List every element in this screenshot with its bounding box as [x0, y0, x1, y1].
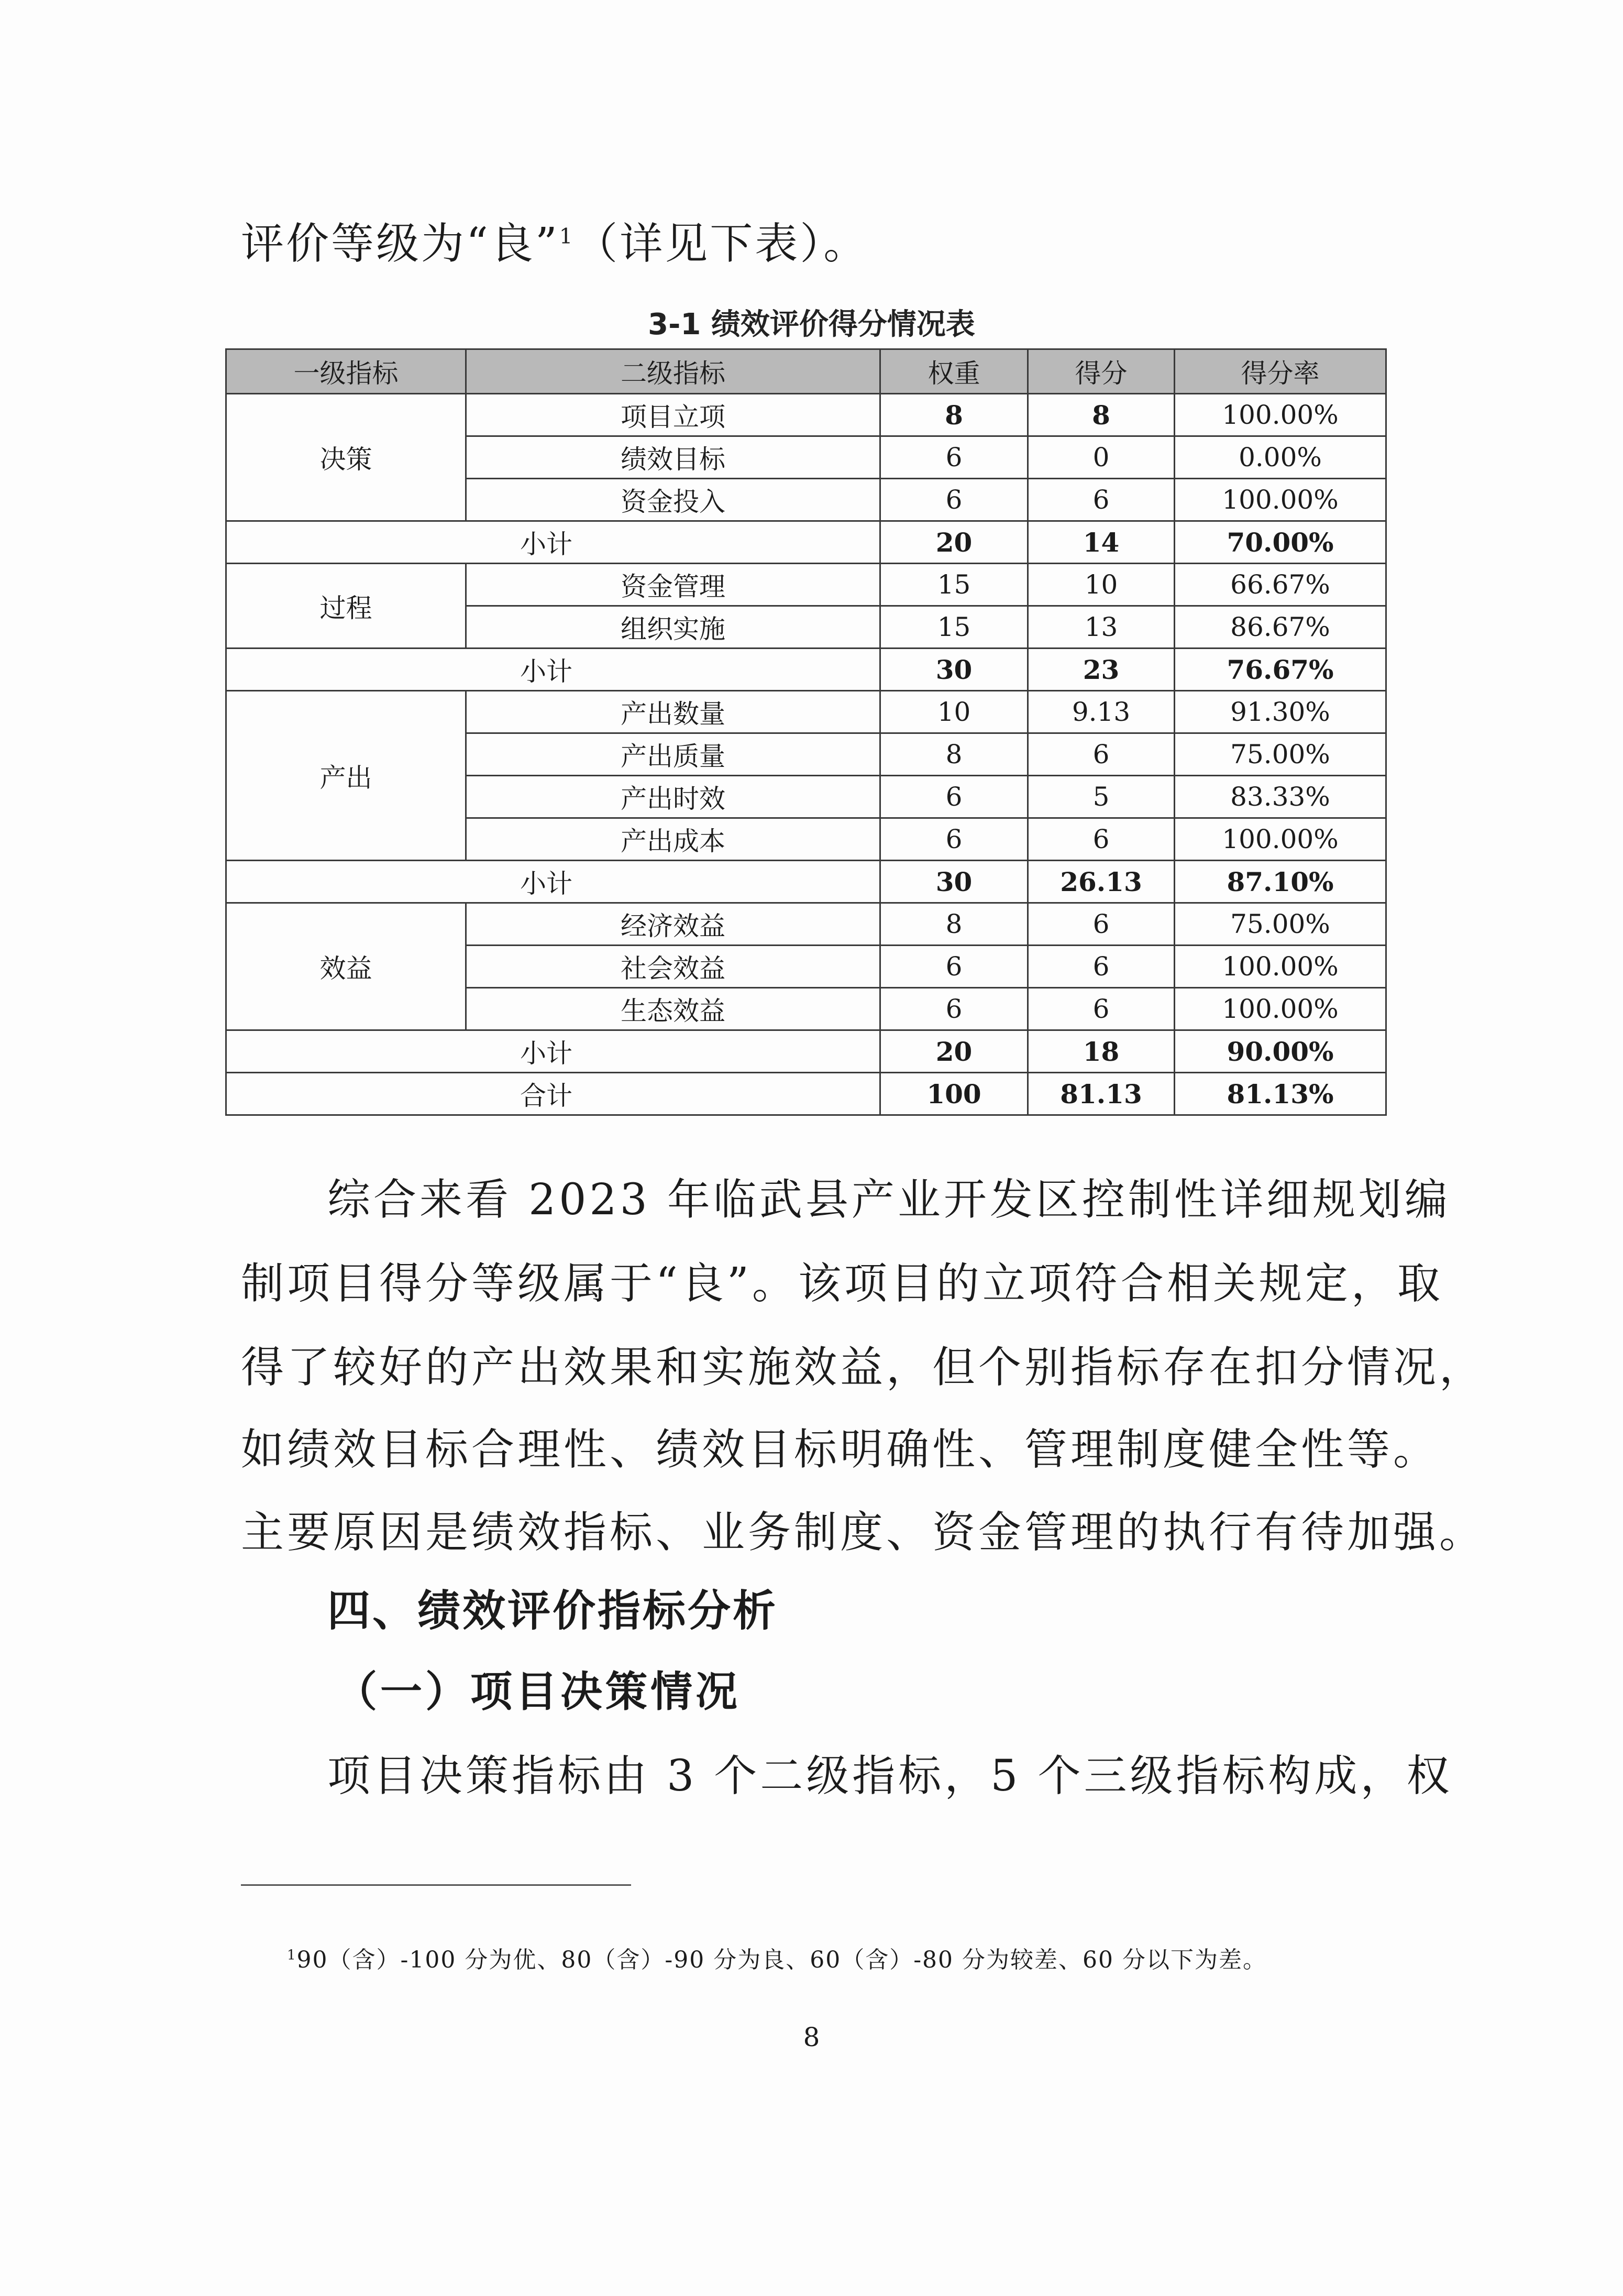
level1-cell: 效益 [226, 903, 466, 1030]
paragraph-line-1: 综合来看 2023 年临武县产业开发区控制性详细规划编 [327, 1175, 1451, 1225]
score-cell: 6 [1028, 988, 1175, 1030]
rate-cell: 0.00% [1175, 436, 1386, 479]
level2-cell: 资金管理 [466, 564, 880, 606]
weight-cell: 8 [880, 733, 1028, 776]
score-cell: 10 [1028, 564, 1175, 606]
subtotal-label: 小计 [226, 521, 880, 564]
weight-cell: 6 [880, 776, 1028, 818]
rate-cell: 66.67% [1175, 564, 1386, 606]
level2-cell: 绩效目标 [466, 436, 880, 479]
footnote-mark: 1 [287, 1947, 297, 1963]
weight-cell: 6 [880, 988, 1028, 1030]
weight-cell: 6 [880, 946, 1028, 988]
subtotal-weight: 20 [880, 521, 1028, 564]
score-table [225, 348, 1387, 1116]
score-cell: 9.13 [1028, 691, 1175, 733]
paragraph-last-line: 项目决策指标由 3 个二级指标，5 个三级指标构成，权 [327, 1751, 1453, 1801]
footnote-text: 90（含）-100 分为优、80（含）-90 分为良、60（含）-80 分为较差、60 分以下为差。 [296, 1947, 1267, 1973]
score-cell: 0 [1028, 436, 1175, 479]
level2-cell: 资金投入 [466, 479, 880, 521]
table-caption: 3-1 绩效评价得分情况表 [648, 307, 975, 342]
rate-cell: 100.00% [1175, 479, 1386, 521]
level2-cell: 产出数量 [466, 691, 880, 733]
rate-cell: 100.00% [1175, 946, 1386, 988]
section-heading: 四、绩效评价指标分析 [327, 1586, 778, 1636]
intro-text: 评价等级为“良” [241, 219, 559, 269]
subtotal-rate: 76.67% [1175, 649, 1386, 691]
intro-tail: （详见下表）。 [575, 219, 869, 269]
header-rate: 得分率 [1175, 349, 1386, 394]
level2-cell: 项目立项 [466, 394, 880, 436]
subtotal-rate: 87.10% [1175, 861, 1386, 903]
total-row [226, 1073, 1386, 1115]
subtotal-label: 小计 [226, 649, 880, 691]
footnote-ref: 1 [559, 224, 575, 249]
level2-cell: 经济效益 [466, 903, 880, 946]
rate-cell: 83.33% [1175, 776, 1386, 818]
subtotal-row [226, 861, 1386, 903]
table-header-row [226, 349, 1386, 394]
header-score: 得分 [1028, 349, 1175, 394]
subtotal-label: 小计 [226, 861, 880, 903]
score-cell: 13 [1028, 606, 1175, 649]
score-cell: 8 [1028, 394, 1175, 436]
footnote [287, 1941, 1267, 1974]
rate-cell: 75.00% [1175, 733, 1386, 776]
score-cell: 6 [1028, 818, 1175, 861]
intro-line [241, 210, 868, 271]
subtotal-row [226, 649, 1386, 691]
total-score: 81.13 [1028, 1073, 1175, 1115]
weight-cell: 8 [880, 903, 1028, 946]
weight-cell: 15 [880, 606, 1028, 649]
weight-cell: 6 [880, 479, 1028, 521]
total-label: 合计 [226, 1073, 880, 1115]
total-rate: 81.13% [1175, 1073, 1386, 1115]
subtotal-rate: 70.00% [1175, 521, 1386, 564]
rate-cell: 86.67% [1175, 606, 1386, 649]
rate-cell: 75.00% [1175, 903, 1386, 946]
footnote-divider [241, 1884, 631, 1886]
rate-cell: 91.30% [1175, 691, 1386, 733]
level1-cell: 决策 [226, 394, 466, 521]
paragraph-line-2: 制项目得分等级属于“良”。该项目的立项符合相关规定，取 [241, 1259, 1443, 1309]
subtotal-row [226, 521, 1386, 564]
weight-cell: 15 [880, 564, 1028, 606]
level2-cell: 产出质量 [466, 733, 880, 776]
subtotal-weight: 30 [880, 861, 1028, 903]
score-cell: 5 [1028, 776, 1175, 818]
subtotal-rate: 90.00% [1175, 1030, 1386, 1073]
level2-cell: 产出成本 [466, 818, 880, 861]
level2-cell: 社会效益 [466, 946, 880, 988]
subtotal-score: 26.13 [1028, 861, 1175, 903]
level1-cell: 产出 [226, 691, 466, 861]
table-row [226, 394, 1386, 436]
weight-cell: 8 [880, 394, 1028, 436]
weight-cell: 6 [880, 436, 1028, 479]
rate-cell: 100.00% [1175, 394, 1386, 436]
subtotal-weight: 30 [880, 649, 1028, 691]
subtotal-weight: 20 [880, 1030, 1028, 1073]
page-number: 8 [803, 2022, 820, 2052]
subtotal-score: 18 [1028, 1030, 1175, 1073]
table-row [226, 691, 1386, 733]
score-cell: 6 [1028, 479, 1175, 521]
table-row [226, 903, 1386, 946]
level1-cell: 过程 [226, 564, 466, 649]
paragraph-line-5: 主要原因是绩效指标、业务制度、资金管理的执行有待加强。 [241, 1508, 1486, 1557]
subtotal-score: 14 [1028, 521, 1175, 564]
level2-cell: 生态效益 [466, 988, 880, 1030]
paragraph-line-4: 如绩效目标合理性、绩效目标明确性、管理制度健全性等。 [241, 1425, 1440, 1475]
score-cell: 6 [1028, 733, 1175, 776]
subtotal-row [226, 1030, 1386, 1073]
weight-cell: 10 [880, 691, 1028, 733]
total-weight: 100 [880, 1073, 1028, 1115]
level2-cell: 组织实施 [466, 606, 880, 649]
table-row [226, 564, 1386, 606]
subtotal-score: 23 [1028, 649, 1175, 691]
header-weight: 权重 [880, 349, 1028, 394]
rate-cell: 100.00% [1175, 988, 1386, 1030]
rate-cell: 100.00% [1175, 818, 1386, 861]
level2-cell: 产出时效 [466, 776, 880, 818]
subtotal-label: 小计 [226, 1030, 880, 1073]
header-level2: 二级指标 [466, 349, 880, 394]
header-level1: 一级指标 [226, 349, 466, 394]
weight-cell: 6 [880, 818, 1028, 861]
subsection-heading: （一）项目决策情况 [335, 1667, 741, 1716]
paragraph-line-3: 得了较好的产出效果和实施效益，但个别指标存在扣分情况， [241, 1343, 1486, 1392]
score-cell: 6 [1028, 946, 1175, 988]
score-cell: 6 [1028, 903, 1175, 946]
